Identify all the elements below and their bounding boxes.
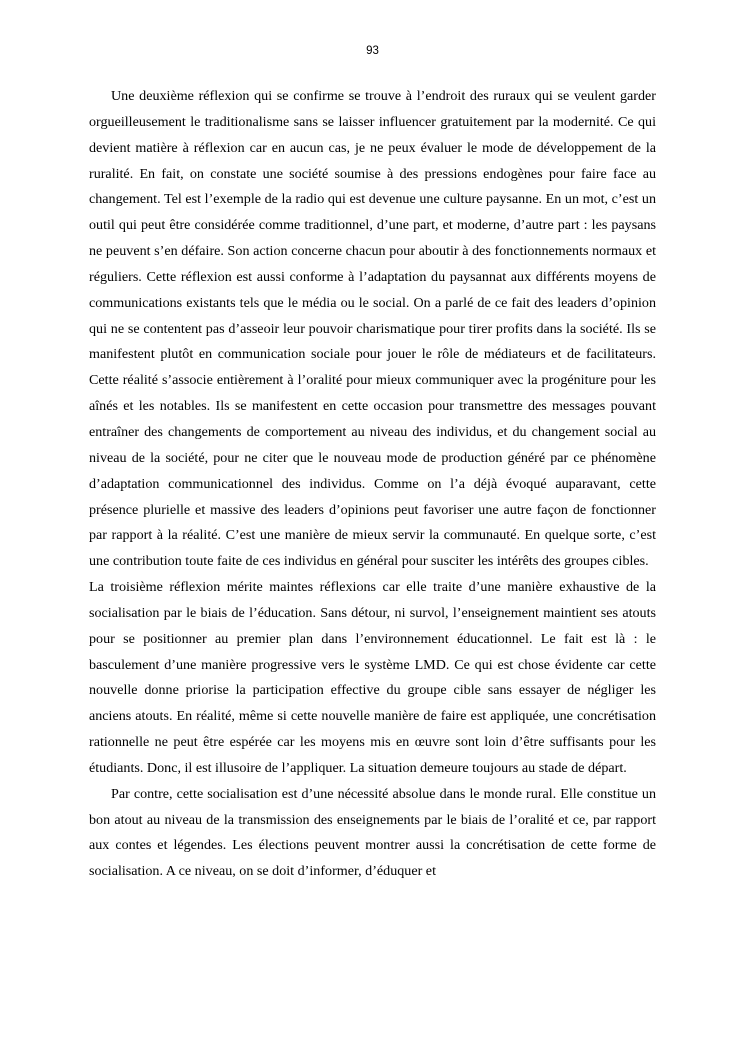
- paragraph-rural-socialisation: Par contre, cette socialisation est d’une nécessité absolue dans le monde rural. Elle constitue un bon atout au niveau de la transmission des enseignements par le biais de l’oralité et ce, par rapport aux contes et légendes. Les élections peuvent montrer aussi la concrétisation de cette forme de socialisation. A ce niveau, on se doit d’informer, d’éduquer et: [89, 785, 656, 880]
- paragraph-third-reflection: La troisième réflexion mérite maintes réflexions car elle traite d’une manière exhaustive de la socialisation par le biais de l’éducation. Sans détour, ni survol, l’enseignement maintient ses atouts pour se positionner au premier plan dans l’environnement éducationnel. Le fait est là : le basculement d’une manière progressive vers le système LMD. Ce qui est chose évidente car cette nouvelle donne priorise la participation effective du groupe cible sans essayer de négliger les anciens atouts. En réalité, même si cette nouvelle manière de faire est appliquée, une concrétisation rationnelle ne peut être espérée car les moyens mis en œuvre sont loin d’être suffisants pour les étudiants. Donc, il est illusoire de l’appliquer. La situation demeure toujours au stade de départ.: [89, 579, 656, 776]
- body-text: [89, 84, 656, 885]
- paragraph-second-reflection: Une deuxième réflexion qui se confirme se trouve à l’endroit des ruraux qui se veulent garder orgueilleusement le traditionalisme sans se laisser influencer gratuitement par la modernité. Ce qui devient matière à réflexion car en aucun cas, je ne peux évaluer le mode de développement de la ruralité. En fait, on constate une société soumise à des pressions endogènes pour faire face au changement. Tel est l’exemple de la radio qui est devenue une culture paysanne. En un mot, c’est un outil qui peut être considérée comme traditionnel, d’une part, et moderne, d’autre part : les paysans ne peuvent s’en défaire. Son action concerne chacun pour aboutir à des fonctionnements normaux et réguliers. Cette réflexion est aussi conforme à l’adaptation du paysannat aux différents moyens de communications existants tels que le média ou le social. On a parlé de ce fait des leaders d’opinion qui ne se contentent pas d’asseoir leur pouvoir charismatique pour tirer profits dans la société. Ils se manifestent plutôt en communication sociale pour jouer le rôle de médiateurs et de facilitateurs. Cette réalité s’associe entièrement à l’oralité pour mieux communiquer avec la progéniture pour les aînés et les notables. Ils se manifestent en cette occasion pour transmettre des messages pouvant entraîner des changements de comportement au niveau des individus, et du changement social au niveau de la société, pour ne citer que le nouveau mode de production généré par ce phénomène d’adaptation communicationnel des individus. Comme on l’a déjà évoqué auparavant, cette présence plurielle et massive des leaders d’opinions peut favoriser une autre façon de fonctionner par rapport à la réalité. C’est une manière de mieux servir la communauté. En quelque sorte, c’est une contribution toute faite de ces individus en général pour susciter les intérêts des groupes cibles.: [89, 88, 656, 570]
- page-number: 93: [366, 45, 379, 57]
